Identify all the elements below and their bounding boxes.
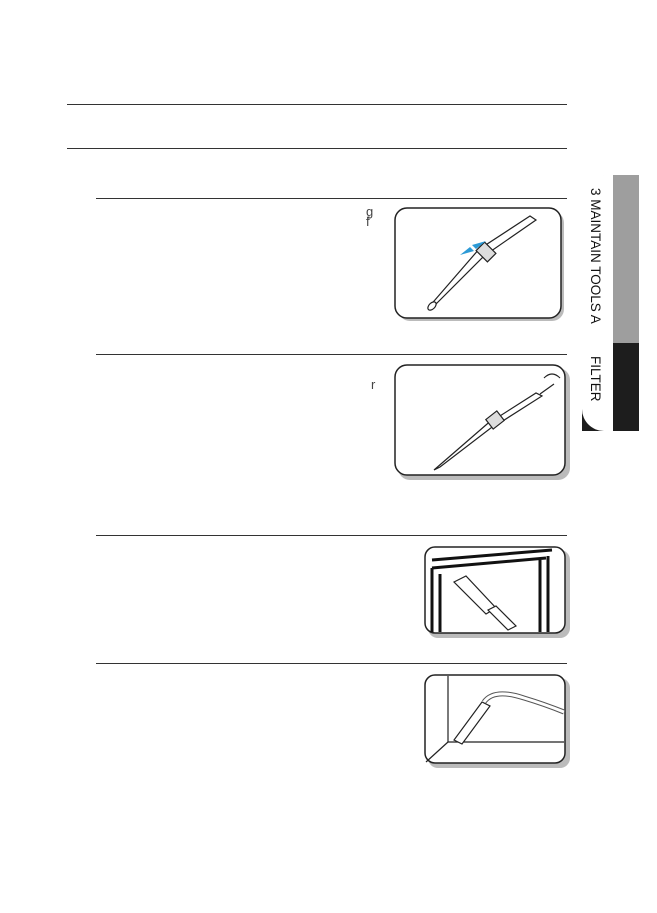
floor-corner-cleaning-icon — [424, 674, 570, 768]
section-tab-label: FILTER — [588, 356, 603, 402]
pipe-button-icon — [394, 364, 570, 482]
section-1-rule — [96, 198, 567, 199]
section-2-text-fragment: r — [371, 377, 376, 392]
section-4-rule — [96, 663, 567, 664]
header-rule-bottom — [67, 148, 567, 149]
section-2-rule — [96, 354, 567, 355]
chapter-tab-label: 3 MAINTAIN TOOLS A — [588, 188, 603, 324]
window-frame-cleaning-icon — [424, 546, 570, 638]
section-3-rule — [96, 535, 567, 536]
telescopic-pipe-adjust-icon — [394, 207, 570, 327]
header-rule-top — [67, 104, 567, 105]
section-1-text-fragment: g f — [366, 204, 374, 229]
